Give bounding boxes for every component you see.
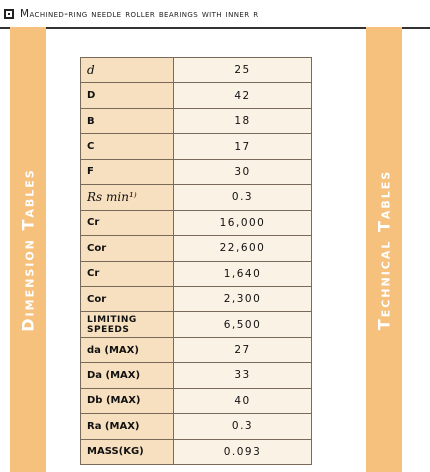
row-label: Cr xyxy=(81,261,174,286)
row-value: 6,500 xyxy=(174,312,312,337)
table-row xyxy=(81,134,312,159)
technical-tables-label: Technical Tables xyxy=(374,169,394,330)
row-label: MASS(KG) xyxy=(81,439,174,464)
row-label: Cor xyxy=(81,236,174,261)
row-label: Db (MAX) xyxy=(81,388,174,413)
table-row xyxy=(81,286,312,311)
table-row xyxy=(81,210,312,235)
table-row xyxy=(81,388,312,413)
row-value: 27 xyxy=(174,337,312,362)
row-value: 0.3 xyxy=(174,185,312,210)
row-value: 1,640 xyxy=(174,261,312,286)
row-label: LIMITING SPEEDS xyxy=(81,312,174,337)
table-row xyxy=(81,261,312,286)
page-title: Machined-ring needle roller bearings with inner r xyxy=(20,7,259,20)
row-value: 25 xyxy=(174,58,312,83)
page-header xyxy=(0,0,430,27)
table-row xyxy=(81,83,312,108)
row-value: 33 xyxy=(174,363,312,388)
row-value: 40 xyxy=(174,388,312,413)
technical-tables-tab[interactable] xyxy=(366,27,402,472)
row-value: 2,300 xyxy=(174,286,312,311)
table-row xyxy=(81,108,312,133)
row-label: Rs min¹⁾ xyxy=(81,185,174,210)
row-label: Cor xyxy=(81,286,174,311)
section-marker-icon xyxy=(4,9,14,19)
dimension-tables-tab[interactable] xyxy=(10,27,46,472)
table-row xyxy=(81,337,312,362)
row-label: Cr xyxy=(81,210,174,235)
row-label: da (MAX) xyxy=(81,337,174,362)
row-value: 22,600 xyxy=(174,236,312,261)
table-row xyxy=(81,312,312,337)
row-value: 17 xyxy=(174,134,312,159)
row-label: D xyxy=(81,83,174,108)
bearing-spec-table xyxy=(80,57,312,465)
table-row xyxy=(81,236,312,261)
table-row xyxy=(81,159,312,184)
row-label: d xyxy=(81,58,174,83)
row-value: 16,000 xyxy=(174,210,312,235)
row-value: 30 xyxy=(174,159,312,184)
row-value: 42 xyxy=(174,83,312,108)
row-label: Da (MAX) xyxy=(81,363,174,388)
row-value: 18 xyxy=(174,108,312,133)
row-label: C xyxy=(81,134,174,159)
table-row xyxy=(81,58,312,83)
dimension-tables-label: Dimension Tables xyxy=(18,167,38,332)
table-row xyxy=(81,185,312,210)
row-label: F xyxy=(81,159,174,184)
row-label: Ra (MAX) xyxy=(81,414,174,439)
table-row xyxy=(81,414,312,439)
table-row xyxy=(81,439,312,464)
row-value: 0.3 xyxy=(174,414,312,439)
row-value: 0.093 xyxy=(174,439,312,464)
row-label: B xyxy=(81,108,174,133)
table-row xyxy=(81,363,312,388)
